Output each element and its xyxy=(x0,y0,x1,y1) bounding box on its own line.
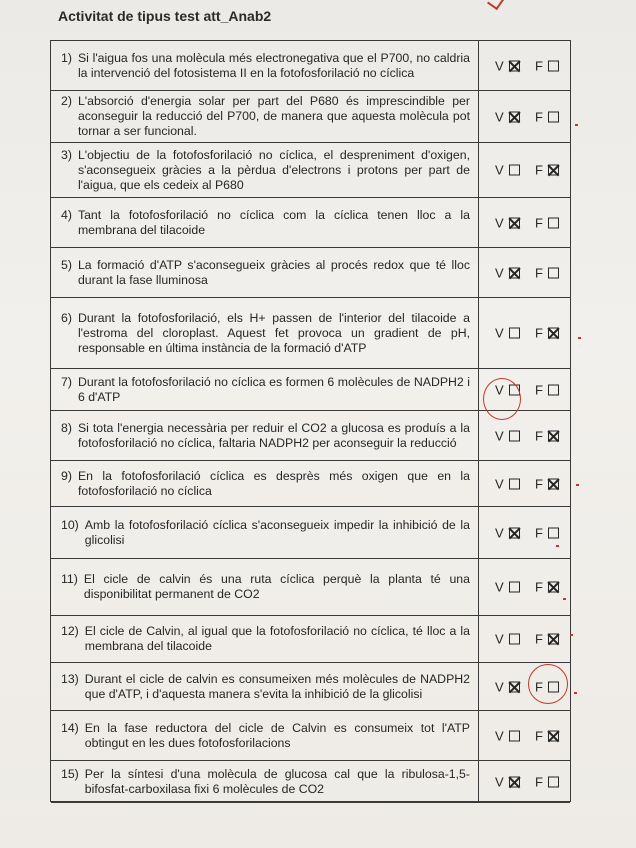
option-label-v: V xyxy=(495,382,504,397)
checkbox-false[interactable] xyxy=(548,582,559,593)
question-number: 7) xyxy=(61,374,72,389)
question-text: L'absorció d'energia solar per part del P680 és imprescindible per aconseguir la reducció del P700, de manera que aquesta molècula pot tornar a ser funcional. xyxy=(77,94,470,138)
checkbox-false[interactable] xyxy=(548,384,559,395)
checkbox-false[interactable] xyxy=(548,217,559,228)
option-label-v: V xyxy=(495,679,504,694)
option-false[interactable] xyxy=(535,215,559,230)
option-label-v: V xyxy=(495,579,504,595)
red-pen-dot xyxy=(563,598,566,600)
question-row xyxy=(51,198,570,248)
option-true[interactable] xyxy=(495,774,520,789)
question-number: 4) xyxy=(61,207,72,222)
option-label-f: F xyxy=(535,476,543,491)
option-label-f: F xyxy=(535,325,543,341)
answer-cell xyxy=(479,616,570,662)
question-number: 1) xyxy=(61,50,72,65)
red-pen-dot xyxy=(556,545,559,547)
question-number: 12) xyxy=(61,624,79,638)
checkbox-true[interactable] xyxy=(509,776,520,787)
option-false[interactable] xyxy=(535,728,559,743)
question-number: 14) xyxy=(61,720,79,735)
option-false[interactable] xyxy=(535,580,559,595)
checkbox-true[interactable] xyxy=(509,60,520,71)
checkbox-false[interactable] xyxy=(548,730,559,741)
option-label-v: V xyxy=(495,525,504,540)
question-text: Amb la fotofosforilació cíclica s'aconsegueix impedir la inhibició de la glicolisi xyxy=(84,517,470,547)
question-table xyxy=(50,40,571,802)
option-false[interactable] xyxy=(535,265,559,280)
question-cell xyxy=(51,559,479,615)
option-false[interactable] xyxy=(535,632,559,647)
question-cell xyxy=(51,616,479,662)
question-text: Durant la fotofosforilació, els H+ passen de l'interior del tilacoide a l'estroma del cloroplast. Aquest fet provoca un gradient de pH, responsable en última instància de la formació d'ATP xyxy=(77,310,470,355)
page-title: Activitat de tipus test att_Anab2 xyxy=(58,8,272,24)
option-false[interactable] xyxy=(535,774,559,789)
question-text: En la fotofosforilació cíclica es desprès més oxigen que en la fotofosforilació no cíclica xyxy=(77,468,470,498)
question-text: Tant la fotofosforilació no cíclica com la cíclica tenen lloc a la membrana del tilacoide xyxy=(77,207,470,237)
option-label-v: V xyxy=(495,58,504,73)
question-number: 13) xyxy=(61,671,79,686)
option-false[interactable] xyxy=(535,326,559,341)
option-label-v: V xyxy=(495,476,504,491)
question-row xyxy=(51,559,570,616)
option-label-v: V xyxy=(495,162,504,178)
question-cell xyxy=(51,411,479,460)
question-cell xyxy=(51,41,479,90)
checkbox-false[interactable] xyxy=(548,527,559,538)
question-row xyxy=(51,711,570,761)
question-row xyxy=(51,411,570,461)
question-text: Durant la fotofosforilació no cíclica es formen 6 molècules de NADPH2 i 6 d'ATP xyxy=(77,374,470,404)
checkbox-true[interactable] xyxy=(509,582,520,593)
checkbox-true[interactable] xyxy=(509,111,520,122)
checkbox-false[interactable] xyxy=(548,111,559,122)
question-cell xyxy=(51,663,479,710)
checkbox-true[interactable] xyxy=(509,478,520,489)
option-true[interactable] xyxy=(495,58,520,73)
answer-cell xyxy=(479,248,570,297)
option-label-v: V xyxy=(495,325,504,341)
checkbox-true[interactable] xyxy=(509,681,520,692)
question-number: 6) xyxy=(61,310,72,325)
question-row xyxy=(51,761,570,803)
checkbox-true[interactable] xyxy=(509,634,520,645)
option-label-f: F xyxy=(535,428,543,443)
red-pen-dot xyxy=(576,484,579,486)
question-cell xyxy=(51,248,479,297)
option-label-f: F xyxy=(535,162,543,178)
option-true[interactable] xyxy=(495,163,520,178)
question-row xyxy=(51,248,570,298)
question-cell xyxy=(51,91,479,142)
option-false[interactable] xyxy=(535,109,559,124)
question-row xyxy=(51,298,570,369)
question-number: 15) xyxy=(61,766,79,781)
option-true[interactable] xyxy=(495,326,520,341)
option-label-f: F xyxy=(535,58,543,73)
option-true[interactable] xyxy=(495,215,520,230)
option-label-v: V xyxy=(495,774,504,789)
question-cell xyxy=(51,198,479,247)
question-number: 11) xyxy=(61,572,78,586)
answer-cell xyxy=(479,507,570,558)
option-label-v: V xyxy=(495,215,504,230)
answer-cell xyxy=(479,198,570,247)
option-false[interactable] xyxy=(535,525,559,540)
question-text: En la fase reductora del cicle de Calvin es consumeix tot l'ATP obtingut en les dues fotofosforilacions xyxy=(84,720,470,750)
answer-cell xyxy=(479,461,570,506)
option-label-f: F xyxy=(535,631,543,647)
red-pen-dot xyxy=(570,634,573,636)
option-label-v: V xyxy=(495,109,504,124)
question-number: 5) xyxy=(61,257,72,272)
checkbox-true[interactable] xyxy=(509,527,520,538)
question-number: 2) xyxy=(61,94,72,108)
option-label-f: F xyxy=(535,774,543,789)
question-text: El cicle de Calvin, al igual que la fotofosforilació no cíclica, té lloc a la membrana del tilacoide xyxy=(84,624,470,653)
question-row xyxy=(51,507,570,559)
question-number: 10) xyxy=(61,517,79,532)
option-label-v: V xyxy=(495,428,504,443)
checkbox-false[interactable] xyxy=(548,267,559,278)
question-number: 3) xyxy=(61,147,72,162)
answer-cell xyxy=(479,298,570,368)
checkbox-false[interactable] xyxy=(548,634,559,645)
checkbox-true[interactable] xyxy=(509,730,520,741)
question-cell xyxy=(51,461,479,506)
red-pen-dot xyxy=(575,124,578,126)
red-tick-mark xyxy=(487,0,505,10)
checkbox-false[interactable] xyxy=(548,165,559,176)
option-true[interactable] xyxy=(495,580,520,595)
question-cell xyxy=(51,711,479,760)
checkbox-false[interactable] xyxy=(548,328,559,339)
question-row xyxy=(51,616,570,663)
option-label-f: F xyxy=(535,109,543,124)
answer-cell xyxy=(479,559,570,615)
option-false[interactable] xyxy=(535,163,559,178)
question-row xyxy=(51,663,570,711)
question-text: Si tota l'energia necessària per reduir el CO2 a glucosa es produís a la fotofosforilació no cíclica, faltaria NADPH2 per aconseguir la reducció xyxy=(77,420,470,450)
checkbox-true[interactable] xyxy=(509,328,520,339)
answer-cell xyxy=(479,711,570,760)
question-row xyxy=(51,41,570,91)
option-true[interactable] xyxy=(495,679,520,694)
question-row xyxy=(51,461,570,507)
question-text: Si l'aigua fos una molècula més electronegativa que el P700, no caldria la intervenció del fotosistema II en la fotofosforilació no cíclica xyxy=(77,50,470,80)
option-label-v: V xyxy=(495,265,504,280)
question-text: L'objectiu de la fotofosforilació no cíclica, el despreniment d'oxigen, s'aconsegueix gràcies a la pèrdua d'electrons i protons per part de l'aigua, que els cedeix al P680 xyxy=(77,147,470,192)
option-false[interactable] xyxy=(535,382,559,397)
question-cell xyxy=(51,298,479,368)
question-cell xyxy=(51,369,479,410)
option-label-f: F xyxy=(535,265,543,280)
answer-cell xyxy=(479,411,570,460)
question-text: La formació d'ATP s'aconsegueix gràcies al procés redox que té lloc durant la fase lluminosa xyxy=(77,257,470,287)
question-number: 9) xyxy=(61,468,72,483)
checkbox-false[interactable] xyxy=(548,776,559,787)
option-true[interactable] xyxy=(495,428,520,443)
question-text: El cicle de calvin és una ruta cíclica perquè la planta té una disponibilitat permanent de CO2 xyxy=(83,572,470,601)
option-true[interactable] xyxy=(495,109,520,124)
question-text: Durant el cicle de calvin es consumeixen més molècules de NADPH2 que d'ATP, i d'aquesta manera s'evita la inhibició de la glicolisi xyxy=(84,671,470,701)
option-false[interactable] xyxy=(535,428,559,443)
answer-cell xyxy=(479,41,570,90)
red-circle-mark xyxy=(528,664,568,704)
question-cell xyxy=(51,507,479,558)
option-true[interactable] xyxy=(495,525,520,540)
question-cell xyxy=(51,761,479,802)
question-row xyxy=(51,91,570,143)
option-false[interactable] xyxy=(535,476,559,491)
answer-cell xyxy=(479,143,570,197)
answer-cell xyxy=(479,91,570,142)
option-label-v: V xyxy=(495,728,504,743)
red-circle-mark xyxy=(483,378,521,420)
checkbox-false[interactable] xyxy=(548,478,559,489)
option-true[interactable] xyxy=(495,632,520,647)
checkbox-true[interactable] xyxy=(509,217,520,228)
option-label-v: V xyxy=(495,631,504,647)
red-pen-dot xyxy=(578,337,581,339)
checkbox-false[interactable] xyxy=(548,430,559,441)
checkbox-true[interactable] xyxy=(509,267,520,278)
option-label-f: F xyxy=(535,728,543,743)
checkbox-false[interactable] xyxy=(548,60,559,71)
option-label-f: F xyxy=(535,215,543,230)
question-text: Per la síntesi d'una molècula de glucosa cal que la ribulosa-1,5-bifosfat-carboxilasa fixi 6 molècules de CO2 xyxy=(84,766,470,796)
checkbox-true[interactable] xyxy=(509,165,520,176)
red-pen-dot xyxy=(574,692,577,694)
option-true[interactable] xyxy=(495,728,520,743)
option-false[interactable] xyxy=(535,58,559,73)
question-number: 8) xyxy=(61,420,72,435)
question-row xyxy=(51,143,570,198)
checkbox-true[interactable] xyxy=(509,430,520,441)
option-label-f: F xyxy=(535,525,543,540)
option-label-f: F xyxy=(535,679,543,694)
option-label-f: F xyxy=(535,382,543,397)
option-label-f: F xyxy=(535,579,543,595)
answer-cell xyxy=(479,761,570,802)
option-true[interactable] xyxy=(495,476,520,491)
question-cell xyxy=(51,143,479,197)
option-true[interactable] xyxy=(495,265,520,280)
